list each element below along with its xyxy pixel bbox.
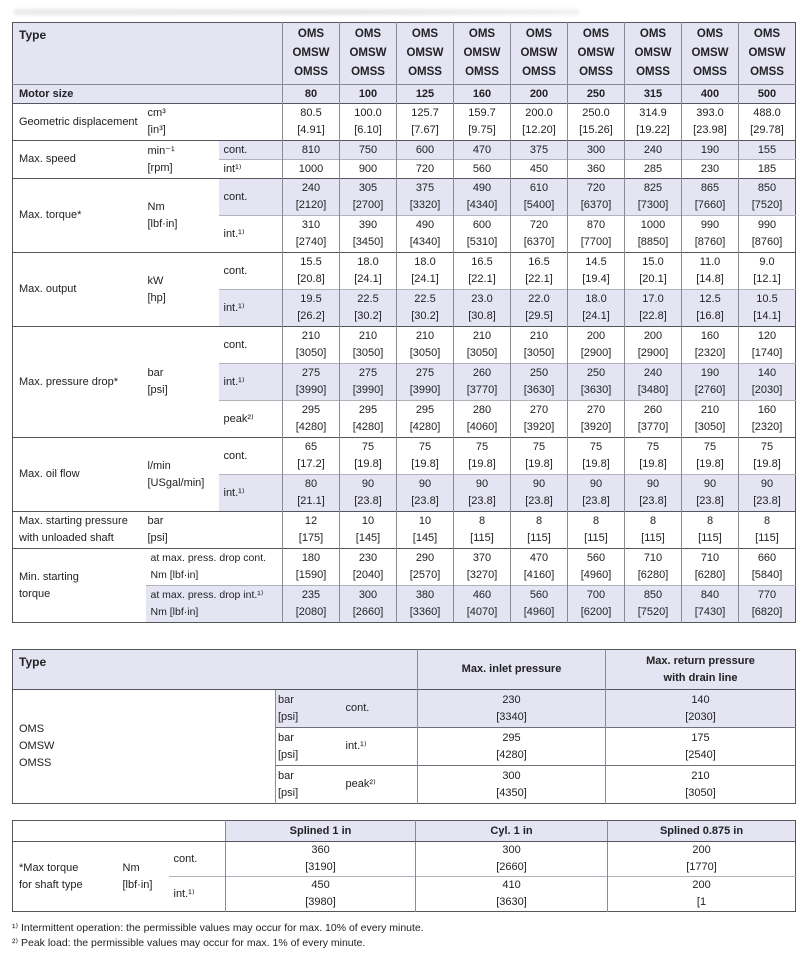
value-cell: 210 [3050] (682, 401, 739, 438)
value-cell: 75 [19.8] (625, 438, 682, 475)
shaft-torque-value: 300 [2660] (416, 842, 608, 877)
value-cell: 260 [3770] (625, 401, 682, 438)
value-cell: 260 [3770] (454, 364, 511, 401)
value-cell: 75 [19.8] (739, 438, 796, 475)
value-cell: 488.0 [29.78] (739, 104, 796, 141)
value-cell: 120 [1740] (739, 327, 796, 364)
group-label: Geometric displacement (13, 104, 146, 141)
condition-label: int.¹⁾ (219, 216, 283, 253)
value-cell: 900 (340, 160, 397, 179)
value-cell: 850 [7520] (625, 586, 682, 623)
value-cell: 295 [4280] (340, 401, 397, 438)
value-cell: 90 [23.8] (625, 475, 682, 512)
condition-label: int.¹⁾ (219, 475, 283, 512)
motor-size-value: 250 (568, 85, 625, 104)
value-cell: 18.0 [24.1] (568, 290, 625, 327)
value-cell: 210 [3050] (511, 327, 568, 364)
value-cell: 314.9 [19.22] (625, 104, 682, 141)
value-cell: 75 [19.8] (511, 438, 568, 475)
value-cell: 19.5 [26.2] (283, 290, 340, 327)
value-cell: 720 [6370] (568, 179, 625, 216)
type-column-header: OMS OMSW OMSS (511, 23, 568, 85)
value-cell: 560 (454, 160, 511, 179)
value-cell: 230 [2040] (340, 549, 397, 586)
value-cell: 710 [6280] (682, 549, 739, 586)
value-cell: 75 [19.8] (340, 438, 397, 475)
unit-label: l/min [USgal/min] (146, 438, 219, 512)
value-cell: 390 [3450] (340, 216, 397, 253)
inlet-return-pressure-table (12, 649, 796, 804)
group-label: Max. starting pressure with unloaded shaft (13, 512, 146, 549)
type-column-header: OMS OMSW OMSS (739, 23, 796, 85)
value-cell: 180 [1590] (283, 549, 340, 586)
value-cell: 560 [4960] (511, 586, 568, 623)
condition-label: peak²⁾ (341, 766, 418, 804)
motor-size-value: 100 (340, 85, 397, 104)
group-label: Max. speed (13, 141, 146, 179)
condition-label: cont. (219, 438, 283, 475)
value-cell: 300 [2660] (340, 586, 397, 623)
value-cell: 15.0 [20.1] (625, 253, 682, 290)
value-cell: 305 [2700] (340, 179, 397, 216)
value-cell: 240 [3480] (625, 364, 682, 401)
value-cell: 8 [115] (454, 512, 511, 549)
motor-size-value: 125 (397, 85, 454, 104)
value-cell: 22.0 [29.5] (511, 290, 568, 327)
value-cell: 90 [23.8] (682, 475, 739, 512)
condition-label: int.¹⁾ (169, 877, 226, 912)
value-cell: 65 [17.2] (283, 438, 340, 475)
footnote-intermittent: ¹⁾ Intermittent operation: the permissible values may occur for max. 10% of every minute. (12, 922, 424, 934)
value-cell: 80 [21.1] (283, 475, 340, 512)
shaft-type-header: Cyl. 1 in (416, 821, 608, 842)
value-cell: 720 (397, 160, 454, 179)
condition-label: cont. (173, 852, 198, 865)
value-cell: 275 [3990] (397, 364, 454, 401)
motor-size-value: 80 (283, 85, 340, 104)
faded-text-artifact (14, 9, 579, 15)
value-cell: 140 [2030] (739, 364, 796, 401)
value-cell: 210 [3050] (340, 327, 397, 364)
value-cell: 490 [4340] (397, 216, 454, 253)
value-cell: 200.0 [12.20] (511, 104, 568, 141)
value-cell: 310 [2740] (283, 216, 340, 253)
value-cell: 22.5 [30.2] (397, 290, 454, 327)
condition-label: cont. (219, 179, 283, 216)
motor-spec-table (12, 22, 796, 623)
return-pressure-value: 140 [2030] (606, 690, 796, 728)
unit-label: bar [psi] (146, 512, 283, 549)
unit-label: bar [psi] (276, 766, 341, 804)
value-cell: 100.0 [6.10] (340, 104, 397, 141)
value-cell: 155 (739, 141, 796, 160)
condition-label: at max. press. drop int.¹⁾ Nm [lbf·in] (146, 586, 283, 623)
value-cell: 18.0 [24.1] (397, 253, 454, 290)
unit-label: bar [psi] (276, 690, 341, 728)
value-cell: 75 [19.8] (397, 438, 454, 475)
value-cell: 159.7 [9.75] (454, 104, 511, 141)
value-cell: 393.0 [23.98] (682, 104, 739, 141)
value-cell: 450 (511, 160, 568, 179)
group-label: Min. starting torque (13, 549, 146, 623)
value-cell: 375 (511, 141, 568, 160)
value-cell: 660 [5840] (739, 549, 796, 586)
value-cell: 360 (568, 160, 625, 179)
value-cell: 190 [2760] (682, 364, 739, 401)
footnotes (12, 921, 795, 951)
unit-label: Nm [lbf·in] (122, 861, 153, 891)
value-cell: 850 [7520] (739, 179, 796, 216)
value-cell: 160 [2320] (739, 401, 796, 438)
value-cell: 250 [3630] (568, 364, 625, 401)
value-cell: 300 (568, 141, 625, 160)
value-cell: 90 [23.8] (397, 475, 454, 512)
group-label: Max. oil flow (13, 438, 146, 512)
shaft-torque-value: 410 [3630] (416, 877, 608, 912)
motor-size-value: 200 (511, 85, 568, 104)
inlet-pressure-value: 230 [3340] (418, 690, 606, 728)
condition-label: int¹⁾ (219, 160, 283, 179)
condition-label: cont. (341, 690, 418, 728)
value-cell: 8 [115] (625, 512, 682, 549)
motor-size-value: 500 (739, 85, 796, 104)
unit-label: cm³ [in³] (146, 104, 283, 141)
type-label: Type (13, 650, 418, 690)
condition-label: cont. (219, 253, 283, 290)
value-cell: 12.5 [16.8] (682, 290, 739, 327)
value-cell: 490 [4340] (454, 179, 511, 216)
group-label: Max. pressure drop* (13, 327, 146, 438)
motor-size-value: 400 (682, 85, 739, 104)
inlet-pressure-value: 295 [4280] (418, 728, 606, 766)
unit-label: bar [psi] (146, 327, 219, 438)
motor-size-label: Motor size (13, 85, 283, 104)
value-cell: 720 [6370] (511, 216, 568, 253)
value-cell: 22.5 [30.2] (340, 290, 397, 327)
value-cell: 230 (682, 160, 739, 179)
value-cell: 1000 (283, 160, 340, 179)
value-cell: 200 [2900] (568, 327, 625, 364)
value-cell: 160 [2320] (682, 327, 739, 364)
shaft-type-header: Splined 1 in (226, 821, 416, 842)
value-cell: 14.5 [19.4] (568, 253, 625, 290)
type-column-header: OMS OMSW OMSS (340, 23, 397, 85)
inlet-pressure-value: 300 [4350] (418, 766, 606, 804)
value-cell: 8 [115] (511, 512, 568, 549)
value-cell: 9.0 [12.1] (739, 253, 796, 290)
condition-label: int.¹⁾ (219, 290, 283, 327)
value-cell: 825 [7300] (625, 179, 682, 216)
shaft-header-spacer (13, 821, 226, 842)
value-cell: 280 [4060] (454, 401, 511, 438)
shaft-torque-value: 200 [1770] (608, 842, 796, 877)
return-pressure-value: 210 [3050] (606, 766, 796, 804)
value-cell: 240 [2120] (283, 179, 340, 216)
value-cell: 75 [19.8] (682, 438, 739, 475)
value-cell: 90 [23.8] (568, 475, 625, 512)
value-cell: 375 [3320] (397, 179, 454, 216)
type-label: Type (13, 23, 283, 85)
value-cell: 990 [8760] (682, 216, 739, 253)
shaft-torque-value: 360 [3190] (226, 842, 416, 877)
value-cell: 600 [5310] (454, 216, 511, 253)
value-cell: 470 [4160] (511, 549, 568, 586)
type-column-header: OMS OMSW OMSS (682, 23, 739, 85)
value-cell: 1000 [8850] (625, 216, 682, 253)
shaft-torque-table (12, 820, 796, 912)
value-cell: 235 [2080] (283, 586, 340, 623)
value-cell: 295 [4280] (397, 401, 454, 438)
value-cell: 710 [6280] (625, 549, 682, 586)
value-cell: 380 [3360] (397, 586, 454, 623)
value-cell: 560 [4960] (568, 549, 625, 586)
type-list: OMS OMSW OMSS (13, 690, 276, 804)
condition-label: cont. (219, 327, 283, 364)
value-cell: 285 (625, 160, 682, 179)
value-cell: 90 [23.8] (511, 475, 568, 512)
unit-label: kW [hp] (146, 253, 219, 327)
value-cell: 270 [3920] (511, 401, 568, 438)
group-label: Max. torque* (13, 179, 146, 253)
unit-label: Nm [lbf·in] (146, 179, 219, 253)
value-cell: 700 [6200] (568, 586, 625, 623)
value-cell: 185 (739, 160, 796, 179)
value-cell: 11.0 [14.8] (682, 253, 739, 290)
group-label: Max. output (13, 253, 146, 327)
value-cell: 270 [3920] (568, 401, 625, 438)
value-cell: 10.5 [14.1] (739, 290, 796, 327)
value-cell: 250.0 [15.26] (568, 104, 625, 141)
value-cell: 750 (340, 141, 397, 160)
value-cell: 600 (397, 141, 454, 160)
shaft-torque-value: 450 [3980] (226, 877, 416, 912)
value-cell: 18.0 [24.1] (340, 253, 397, 290)
value-cell: 210 [3050] (454, 327, 511, 364)
value-cell: 90 [23.8] (454, 475, 511, 512)
value-cell: 15.5 [20.8] (283, 253, 340, 290)
value-cell: 23.0 [30.8] (454, 290, 511, 327)
value-cell: 370 [3270] (454, 549, 511, 586)
value-cell: 275 [3990] (283, 364, 340, 401)
type-column-header: OMS OMSW OMSS (568, 23, 625, 85)
value-cell: 210 [3050] (283, 327, 340, 364)
value-cell: 16.5 [22.1] (511, 253, 568, 290)
motor-size-value: 315 (625, 85, 682, 104)
value-cell: 10 [145] (397, 512, 454, 549)
type-column-header: OMS OMSW OMSS (397, 23, 454, 85)
value-cell: 470 (454, 141, 511, 160)
value-cell: 810 (283, 141, 340, 160)
inlet-pressure-header: Max. inlet pressure (418, 650, 606, 690)
value-cell: 240 (625, 141, 682, 160)
condition-label: peak²⁾ (219, 401, 283, 438)
shaft-type-header: Splined 0.875 in (608, 821, 796, 842)
value-cell: 75 [19.8] (454, 438, 511, 475)
condition-label: cont. (219, 141, 283, 160)
shaft-torque-value: 200 [1 (608, 877, 796, 912)
return-pressure-header: Max. return pressure with drain line (606, 650, 796, 690)
value-cell: 290 [2570] (397, 549, 454, 586)
value-cell: 125.7 [7.67] (397, 104, 454, 141)
value-cell: 870 [7700] (568, 216, 625, 253)
value-cell: 90 [23.8] (340, 475, 397, 512)
value-cell: 275 [3990] (340, 364, 397, 401)
type-column-header: OMS OMSW OMSS (625, 23, 682, 85)
condition-label: int.¹⁾ (219, 364, 283, 401)
value-cell: 865 [7660] (682, 179, 739, 216)
type-column-header: OMS OMSW OMSS (283, 23, 340, 85)
value-cell: 80.5 [4.91] (283, 104, 340, 141)
motor-size-value: 160 (454, 85, 511, 104)
value-cell: 460 [4070] (454, 586, 511, 623)
value-cell: 75 [19.8] (568, 438, 625, 475)
value-cell: 90 [23.8] (739, 475, 796, 512)
condition-label: at max. press. drop cont. Nm [lbf·in] (146, 549, 283, 586)
value-cell: 8 [115] (682, 512, 739, 549)
value-cell: 190 (682, 141, 739, 160)
value-cell: 17.0 [22.8] (625, 290, 682, 327)
condition-label: int.¹⁾ (341, 728, 418, 766)
value-cell: 610 [5400] (511, 179, 568, 216)
value-cell: 16.5 [22.1] (454, 253, 511, 290)
value-cell: 8 [115] (739, 512, 796, 549)
value-cell: 840 [7430] (682, 586, 739, 623)
value-cell: 770 [6820] (739, 586, 796, 623)
value-cell: 200 [2900] (625, 327, 682, 364)
footnote-peak: ²⁾ Peak load: the permissible values may occur for max. 1% of every minute. (12, 937, 366, 949)
type-column-header: OMS OMSW OMSS (454, 23, 511, 85)
value-cell: 295 [4280] (283, 401, 340, 438)
value-cell: 10 [145] (340, 512, 397, 549)
shaft-torque-label: *Max torque for shaft type (19, 861, 83, 891)
value-cell: 8 [115] (568, 512, 625, 549)
value-cell: 990 [8760] (739, 216, 796, 253)
return-pressure-value: 175 [2540] (606, 728, 796, 766)
value-cell: 210 [3050] (397, 327, 454, 364)
unit-label: bar [psi] (276, 728, 341, 766)
datasheet-page (12, 22, 795, 951)
value-cell: 250 [3630] (511, 364, 568, 401)
value-cell: 12 [175] (283, 512, 340, 549)
unit-label: min⁻¹ [rpm] (146, 141, 219, 179)
